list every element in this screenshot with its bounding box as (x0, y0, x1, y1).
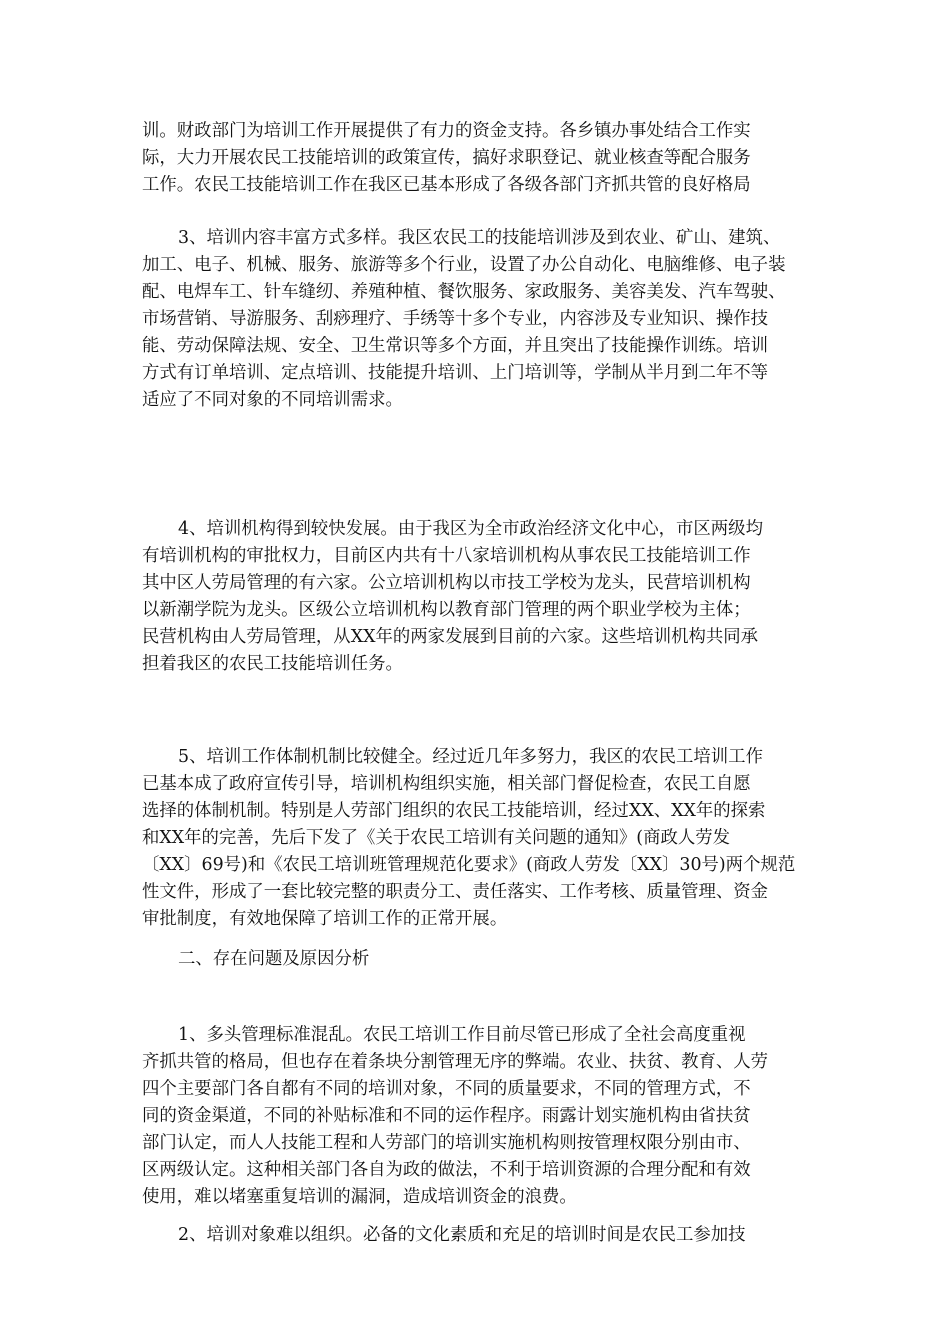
paragraph-finance-support (142, 118, 814, 199)
text-line: 能、劳动保障法规、安全、卫生常识等多个方面，并且突出了技能操作训练。培训 (142, 336, 769, 356)
text-line: 加工、电子、机械、服务、旅游等多个行业，设置了办公自动化、电脑维修、电子装 (142, 255, 786, 275)
text-line: 2、培训对象难以组织。必备的文化素质和充足的培训时间是农民工参加技 (178, 1225, 746, 1245)
text-line: 〔XX〕69号)和《农民工培训班管理规范化要求》(商政人劳发〔XX〕30号)两个规范 (142, 855, 796, 875)
text-line: 担着我区的农民工技能培训任务。 (142, 654, 403, 674)
paragraph-training-content (142, 225, 814, 414)
text-line: 4、培训机构得到较快发展。由于我区为全市政治经济文化中心，市区两级均 (178, 519, 763, 539)
text-line: 使用，难以堵塞重复培训的漏洞，造成培训资金的浪费。 (142, 1187, 577, 1207)
text-line: 适应了不同对象的不同培训需求。 (142, 390, 403, 410)
paragraph-training-targets (142, 1222, 814, 1249)
text-line: 训。财政部门为培训工作开展提供了有力的资金支持。各乡镇办事处结合工作实 (142, 121, 751, 141)
text-line: 有培训机构的审批权力，目前区内共有十八家培训机构从事农民工技能培训工作 (142, 546, 751, 566)
text-line: 性文件，形成了一套比较完整的职责分工、责任落实、工作考核、质量管理、资金 (142, 882, 769, 902)
text-line: 和XX年的完善，先后下发了《关于农民工培训有关问题的通知》(商政人劳发 (142, 828, 731, 848)
text-line: 四个主要部门各自都有不同的培训对象，不同的质量要求，不同的管理方式，不 (142, 1079, 751, 1099)
text-line: 1、多头管理标准混乱。农民工培训工作目前尽管已形成了全社会高度重视 (178, 1025, 746, 1045)
text-line: 审批制度，有效地保障了培训工作的正常开展。 (142, 909, 508, 929)
section-heading-problems (142, 946, 814, 973)
text-line: 部门认定，而人人技能工程和人劳部门的培训实施机构则按管理权限分别由市、 (142, 1133, 751, 1153)
text-line: 区两级认定。这种相关部门各自为政的做法，不利于培训资源的合理分配和有效 (142, 1160, 751, 1180)
heading-line: 二、存在问题及原因分析 (178, 949, 370, 969)
paragraph-training-institutions (142, 516, 814, 678)
text-line: 齐抓共管的格局，但也存在着条块分割管理无序的弊端。农业、扶贫、教育、人劳 (142, 1052, 769, 1072)
text-line: 民营机构由人劳局管理，从XX年的两家发展到目前的六家。这些培训机构共同承 (142, 627, 759, 647)
text-line: 选择的体制机制。特别是人劳部门组织的农民工技能培训，经过XX、XX年的探索 (142, 801, 766, 821)
text-line: 方式有订单培训、定点培训、技能提升培训、上门培训等，学制从半月到二年不等 (142, 363, 769, 383)
text-line: 工作。农民工技能培训工作在我区已基本形成了各级各部门齐抓共管的良好格局 (142, 175, 751, 195)
text-line: 3、培训内容丰富方式多样。我区农民工的技能培训涉及到农业、矿山、建筑、 (178, 228, 781, 248)
text-line: 5、培训工作体制机制比较健全。经过近几年多努力，我区的农民工培训工作 (178, 747, 763, 767)
text-line: 同的资金渠道，不同的补贴标准和不同的运作程序。雨露计划实施机构由省扶贫 (142, 1106, 751, 1126)
text-line: 以新潮学院为龙头。区级公立培训机构以教育部门管理的两个职业学校为主体； (142, 600, 751, 620)
text-line: 市场营销、导游服务、刮痧理疗、手绣等十多个专业，内容涉及专业知识、操作技 (142, 309, 769, 329)
paragraph-system-mechanism (142, 744, 814, 933)
paragraph-multi-management (142, 1022, 814, 1211)
text-line: 际，大力开展农民工技能培训的政策宣传，搞好求职登记、就业核查等配合服务 (142, 148, 751, 168)
text-line: 其中区人劳局管理的有六家。公立培训机构以市技工学校为龙头，民营培训机构 (142, 573, 751, 593)
text-line: 配、电焊车工、针车缝纫、养殖种植、餐饮服务、家政服务、美容美发、汽车驾驶、 (142, 282, 786, 302)
text-line: 已基本成了政府宣传引导，培训机构组织实施，相关部门督促检查，农民工自愿 (142, 774, 751, 794)
